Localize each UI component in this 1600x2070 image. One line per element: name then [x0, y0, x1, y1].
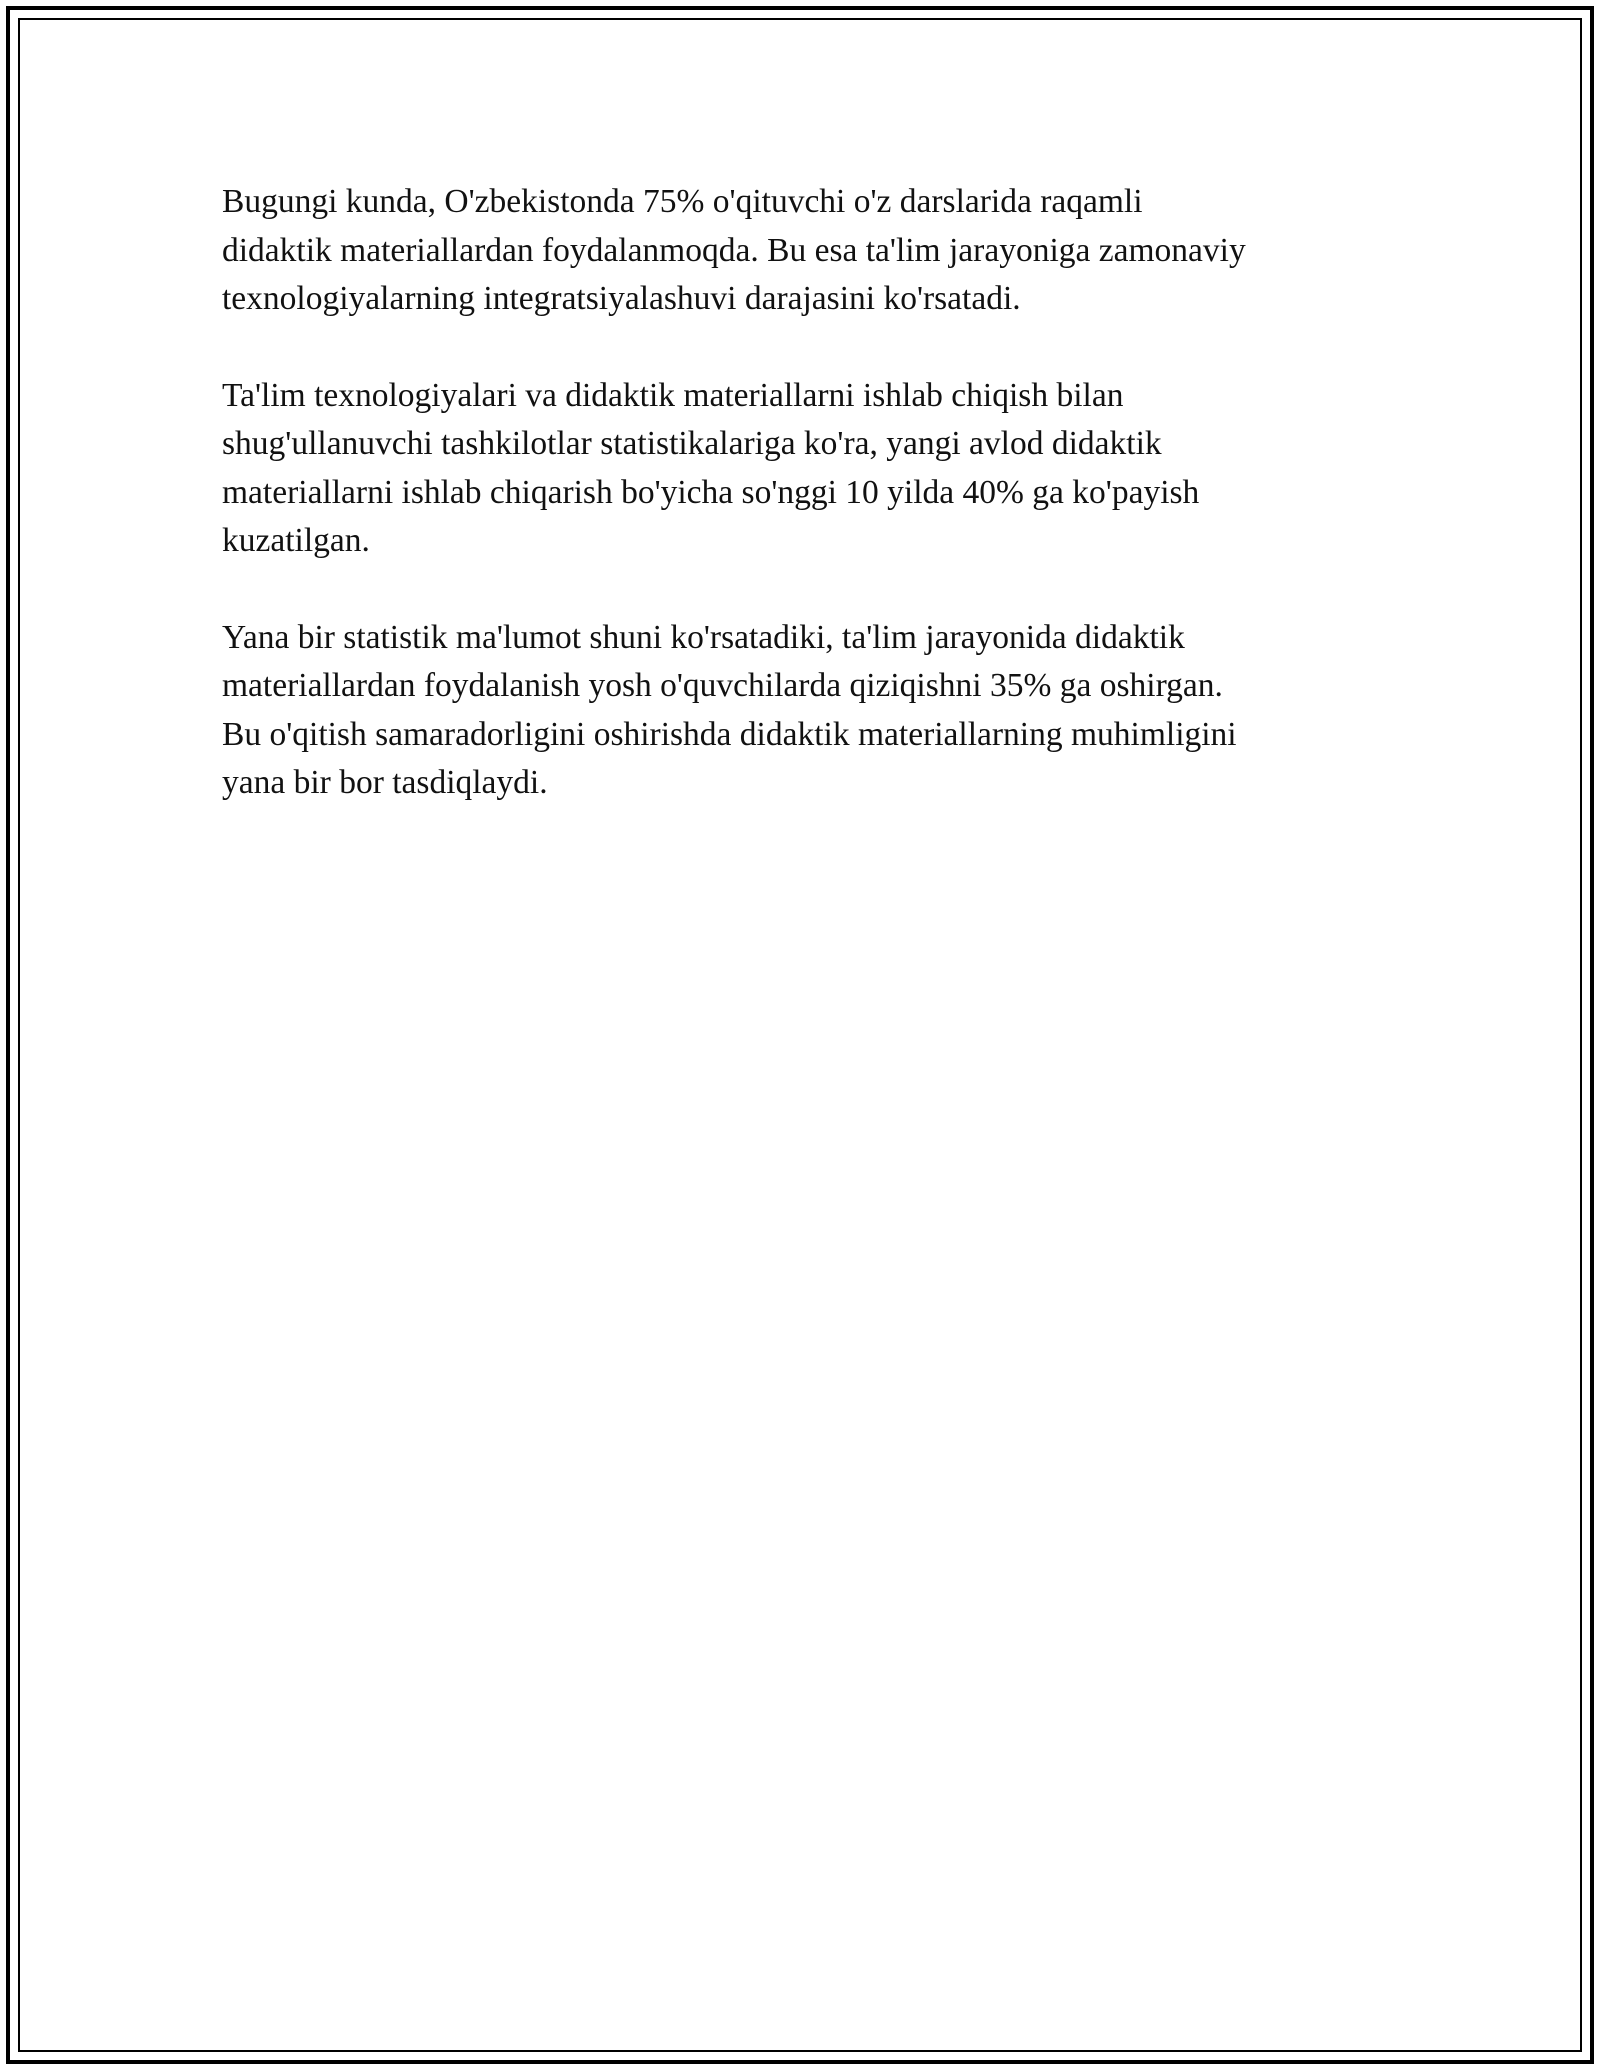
paragraph-2-line-2: shug'ullanuvchi tashkilotlar statistikalariga ko'ra, yangi avlod didaktik [222, 425, 1162, 462]
paragraph-1-line-2: didaktik materiallardan foydalanmoqda. Bu esa ta'lim jarayoniga zamonaviy [222, 231, 1246, 269]
paragraph-1-line-3: texnologiyalarning integratsiyalashuvi darajasini ko'rsatadi. [222, 280, 1021, 317]
paragraph-1 [222, 178, 1372, 324]
paragraph-1-line-1: Bugungi kunda, O'zbekistonda 75% o'qituvchi o'z darslarida raqamli [222, 183, 1143, 220]
paragraph-3-line-2: materiallardan foydalanish yosh o'quvchilarda qiziqishni 35% ga oshirgan. [222, 667, 1223, 704]
paragraph-2-line-4: kuzatilgan. [222, 522, 370, 559]
paragraph-3-line-1: Yana bir statistik ma'lumot shuni ko'rsatadiki, ta'lim jarayonida didaktik [222, 618, 1185, 656]
document-body [222, 178, 1372, 856]
paragraph-2 [222, 372, 1372, 566]
paragraph-2-line-3: materiallarni ishlab chiqarish bo'yicha so'nggi 10 yilda 40% ga ko'payish [222, 473, 1200, 511]
paragraph-3 [222, 614, 1372, 808]
paragraph-3-line-4: yana bir bor tasdiqlaydi. [222, 764, 548, 801]
paragraph-2-line-1: Ta'lim texnologiyalari va didaktik materiallarni ishlab chiqish bilan [222, 376, 1124, 414]
paragraph-3-line-3: Bu o'qitish samaradorligini oshirishda didaktik materiallarning muhimligini [222, 715, 1237, 753]
